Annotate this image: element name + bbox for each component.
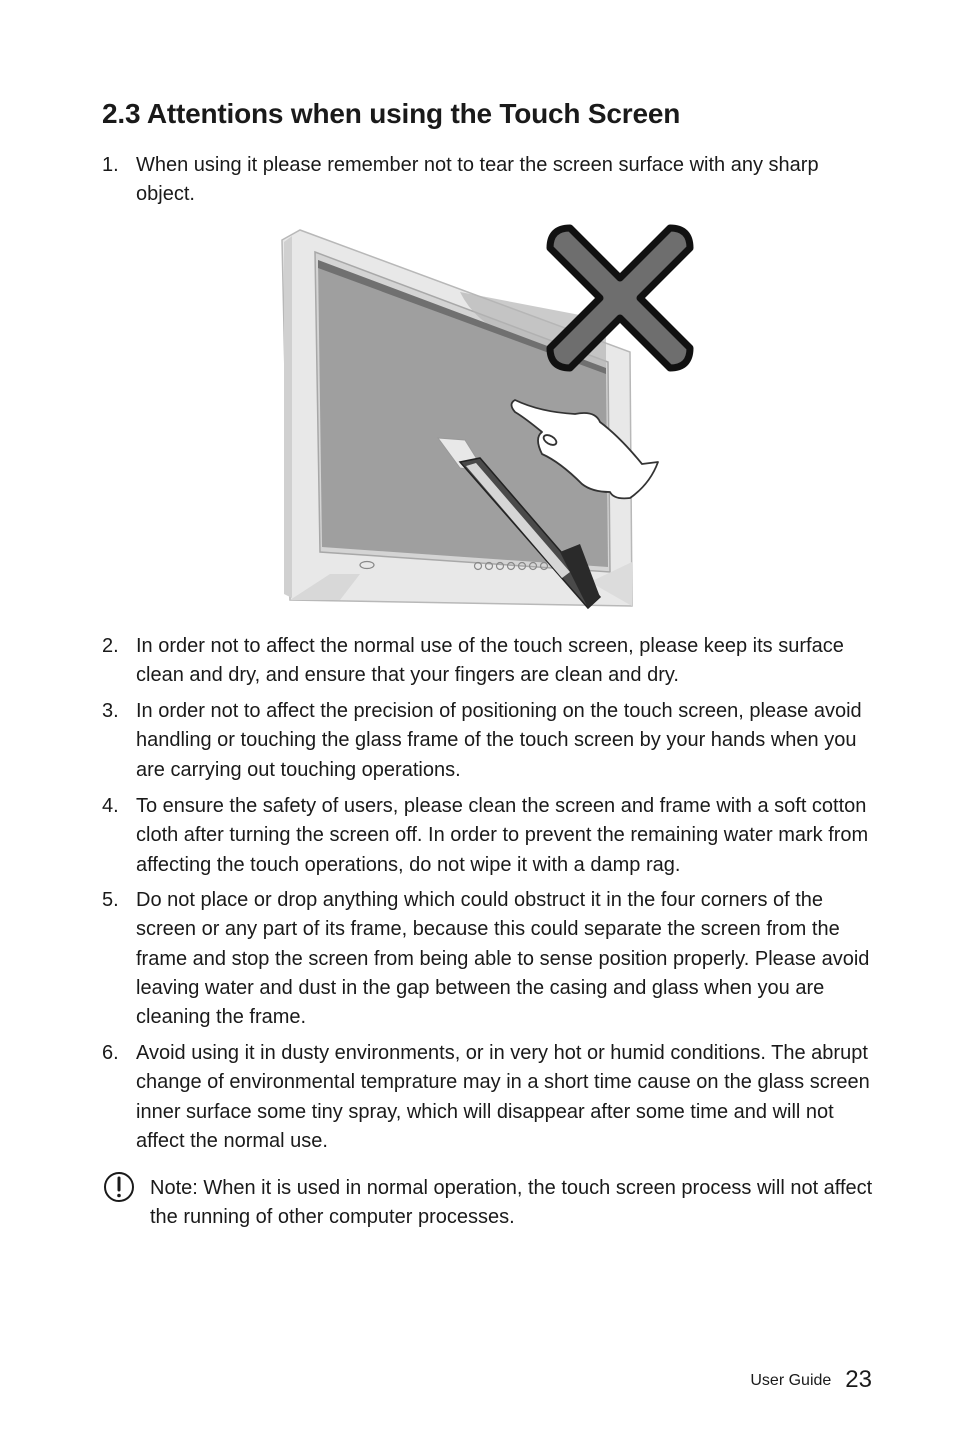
list-item	[102, 151, 882, 210]
list-item-number: 1.	[102, 154, 119, 176]
list-item-text: In order not to affect the normal use of the touch screen, please keep its surface clean and dry, and ensure that your fingers are clean and dry.	[136, 635, 844, 687]
list-item-number: 6.	[102, 1042, 119, 1064]
list-item	[102, 886, 882, 1032]
cross-icon	[550, 228, 690, 368]
list-item-number: 5.	[102, 889, 119, 911]
page-number: 23	[845, 1366, 872, 1393]
list-item-text: Avoid using it in dusty environments, or in very hot or humid conditions. The abrupt change of environmental temprature may in a short time cause on the glass screen inner surface some tiny spray, which will disappear after some time and will not affect the normal use.	[136, 1042, 870, 1152]
page-footer	[750, 1366, 872, 1394]
note-label: Note:	[150, 1177, 198, 1199]
list-item-text: In order not to affect the precision of positioning on the touch screen, please avoid handling or touching the glass frame of the touch screen by your hands when you are carrying out touching operations.	[136, 700, 862, 781]
note-body	[150, 1172, 882, 1233]
list-item	[102, 632, 882, 691]
list-item-text: When using it please remember not to tear the screen surface with any sharp object.	[136, 154, 819, 206]
list-item	[102, 697, 882, 785]
list-item-number: 4.	[102, 795, 119, 817]
list-item	[102, 792, 882, 880]
attention-icon	[102, 1172, 136, 1206]
list-item-number: 2.	[102, 635, 119, 657]
list-item-text: Do not place or drop anything which could obstruct it in the four corners of the screen or any part of its frame, because this could separate the screen from the frame and stop the screen from being able to sense position properly. Please avoid leaving water and dust in the gap between the casing and glass when you are cleaning the frame.	[136, 889, 870, 1029]
section-title: 2.3 Attentions when using the Touch Screen	[102, 98, 681, 129]
footer-label: User Guide	[750, 1372, 832, 1389]
note-text: When it is used in normal operation, the touch screen process will not affect the running of other computer processes.	[150, 1177, 873, 1229]
list-item	[102, 1039, 882, 1156]
touch-screen-warning-figure	[270, 222, 700, 614]
note-callout	[102, 1172, 882, 1233]
list-item-number: 3.	[102, 700, 119, 722]
list-item-text: To ensure the safety of users, please clean the screen and frame with a soft cotton cloth after turning the screen off. In order to prevent the remaining water mark from affecting the touch operations, do not wipe it with a damp rag.	[136, 795, 869, 876]
